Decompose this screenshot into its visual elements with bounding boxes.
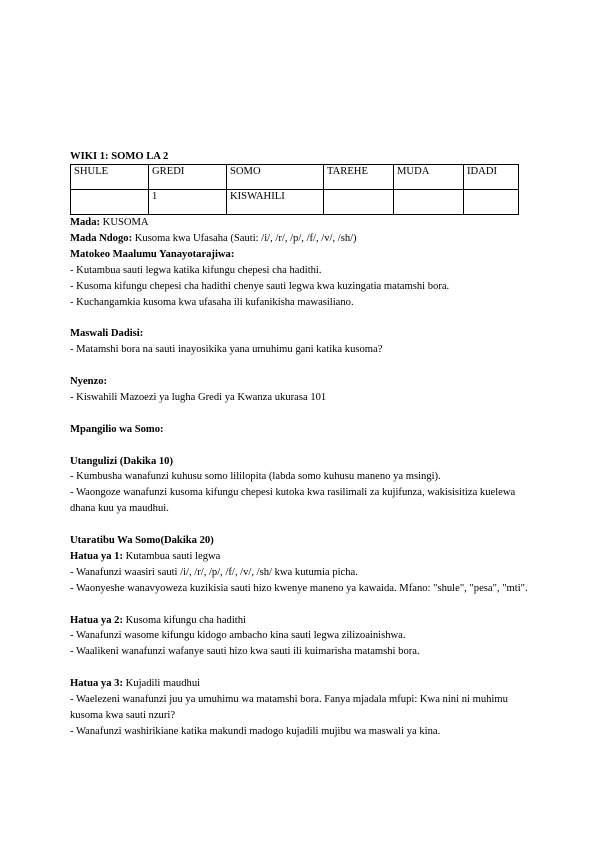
hatua-2-value: Kusoma kifungu cha hadithi	[122, 614, 246, 626]
spacer	[70, 660, 530, 676]
table-header-row	[71, 165, 519, 190]
list-item: - Kusoma kifungu chepesi cha hadithi chenye sauti legwa kwa kuzingatia matamshi bora.	[70, 280, 450, 292]
lesson-plan-page	[70, 150, 530, 740]
spacer	[70, 517, 530, 533]
utangulizi-heading: Utangulizi (Dakika 10)	[70, 455, 174, 467]
hatua-3-value: Kujadili maudhui	[122, 678, 201, 690]
table-header-idadi: IDADI	[464, 165, 519, 190]
table-cell-somo: KISWAHILI	[227, 190, 324, 215]
spacer	[70, 406, 530, 422]
list-item: - Waongoze wanafunzi kusoma kifungu chepesi kutoka kwa rasilimali za kujifunza, wakisisitiza kuelewa dhana kuu ya maudhui.	[70, 487, 516, 515]
list-item: - Kutambua sauti legwa katika kifungu chepesi cha hadithi.	[70, 264, 322, 276]
list-item: - Wanafunzi wasome kifungu kidogo ambacho kina sauti legwa zilizoainishwa.	[70, 630, 406, 642]
table-row	[71, 190, 519, 215]
hatua-1-value: Kutambua sauti legwa	[122, 550, 221, 562]
mada-ndogo-line	[70, 231, 530, 247]
spacer	[70, 438, 530, 454]
spacer	[70, 358, 530, 374]
table-header-tarehe: TAREHE	[324, 165, 394, 190]
document-title: WIKI 1: SOMO LA 2	[70, 151, 169, 162]
table-cell-idadi	[464, 190, 519, 215]
nyenzo-heading: Nyenzo:	[70, 376, 108, 388]
list-item: - Kuchangamkia kusoma kwa ufasaha ili kufanikisha mawasiliano.	[70, 296, 354, 308]
table-header-muda: MUDA	[394, 165, 464, 190]
list-item: - Waalikeni wanafunzi wafanye sauti hizo kwa sauti ili kuimarisha matamshi bora.	[70, 646, 420, 658]
mada-ndogo-label: Mada Ndogo:	[70, 232, 133, 244]
table-cell-shule	[71, 190, 149, 215]
matokeo-heading: Matokeo Maalumu Yanayotarajiwa:	[70, 248, 235, 260]
list-item: - Kumbusha wanafunzi kuhusu somo lililopita (labda somo kuhusu maneno ya msingi).	[70, 471, 441, 483]
hatua-1-label: Hatua ya 1:	[70, 550, 123, 562]
spacer	[70, 597, 530, 613]
list-item: - Waonyeshe wanavyoweza kuzikisia sauti hizo kwenye maneno ya kawaida. Mfano: "shule", "pesa", "mti".	[70, 582, 528, 594]
mada-label: Mada:	[70, 217, 101, 228]
mada-value: KUSOMA	[100, 217, 149, 228]
list-item: - Wanafunzi washirikiane katika makundi madogo kujadili mujibu wa maswali ya kina.	[70, 725, 441, 737]
mpangilio-heading: Mpangilio wa Somo:	[70, 423, 164, 435]
list-item: - Waelezeni wanafunzi juu ya umuhimu wa matamshi bora. Fanya mjadala mfupi: Kwa nini ni muhimu kusoma kwa sauti nzuri?	[70, 694, 508, 721]
hatua-2-line	[70, 613, 530, 629]
list-item: - Matamshi bora na sauti inayosikika yana umuhimu gani katika kusoma?	[70, 344, 383, 356]
list-item: - Kiswahili Mazoezi ya lugha Gredi ya Kwanza ukurasa 101	[70, 391, 327, 403]
spacer	[70, 310, 530, 326]
table-cell-gredi: 1	[149, 190, 227, 215]
table-header-shule: SHULE	[71, 165, 149, 190]
mada-line	[70, 215, 530, 231]
hatua-3-label: Hatua ya 3:	[70, 678, 123, 690]
utaratibu-heading: Utaratibu Wa Somo(Dakika 20)	[70, 535, 214, 547]
table-header-somo: SOMO	[227, 165, 324, 190]
hatua-3-line	[70, 676, 530, 692]
mada-ndogo-value: Kusoma kwa Ufasaha (Sauti: /i/, /r/, /p/, /f/, /v/, /sh/)	[132, 232, 357, 244]
table-cell-muda	[394, 190, 464, 215]
hatua-2-label: Hatua ya 2:	[70, 614, 123, 626]
table-cell-tarehe	[324, 190, 394, 215]
lesson-info-table	[70, 164, 519, 215]
table-header-gredi: GREDI	[149, 165, 227, 190]
hatua-1-line	[70, 549, 530, 565]
maswali-heading: Maswali Dadisi:	[70, 328, 144, 340]
list-item: - Wanafunzi waasiri sauti /i/, /r/, /p/, /f/, /v/, /sh/ kwa kutumia picha.	[70, 566, 358, 578]
